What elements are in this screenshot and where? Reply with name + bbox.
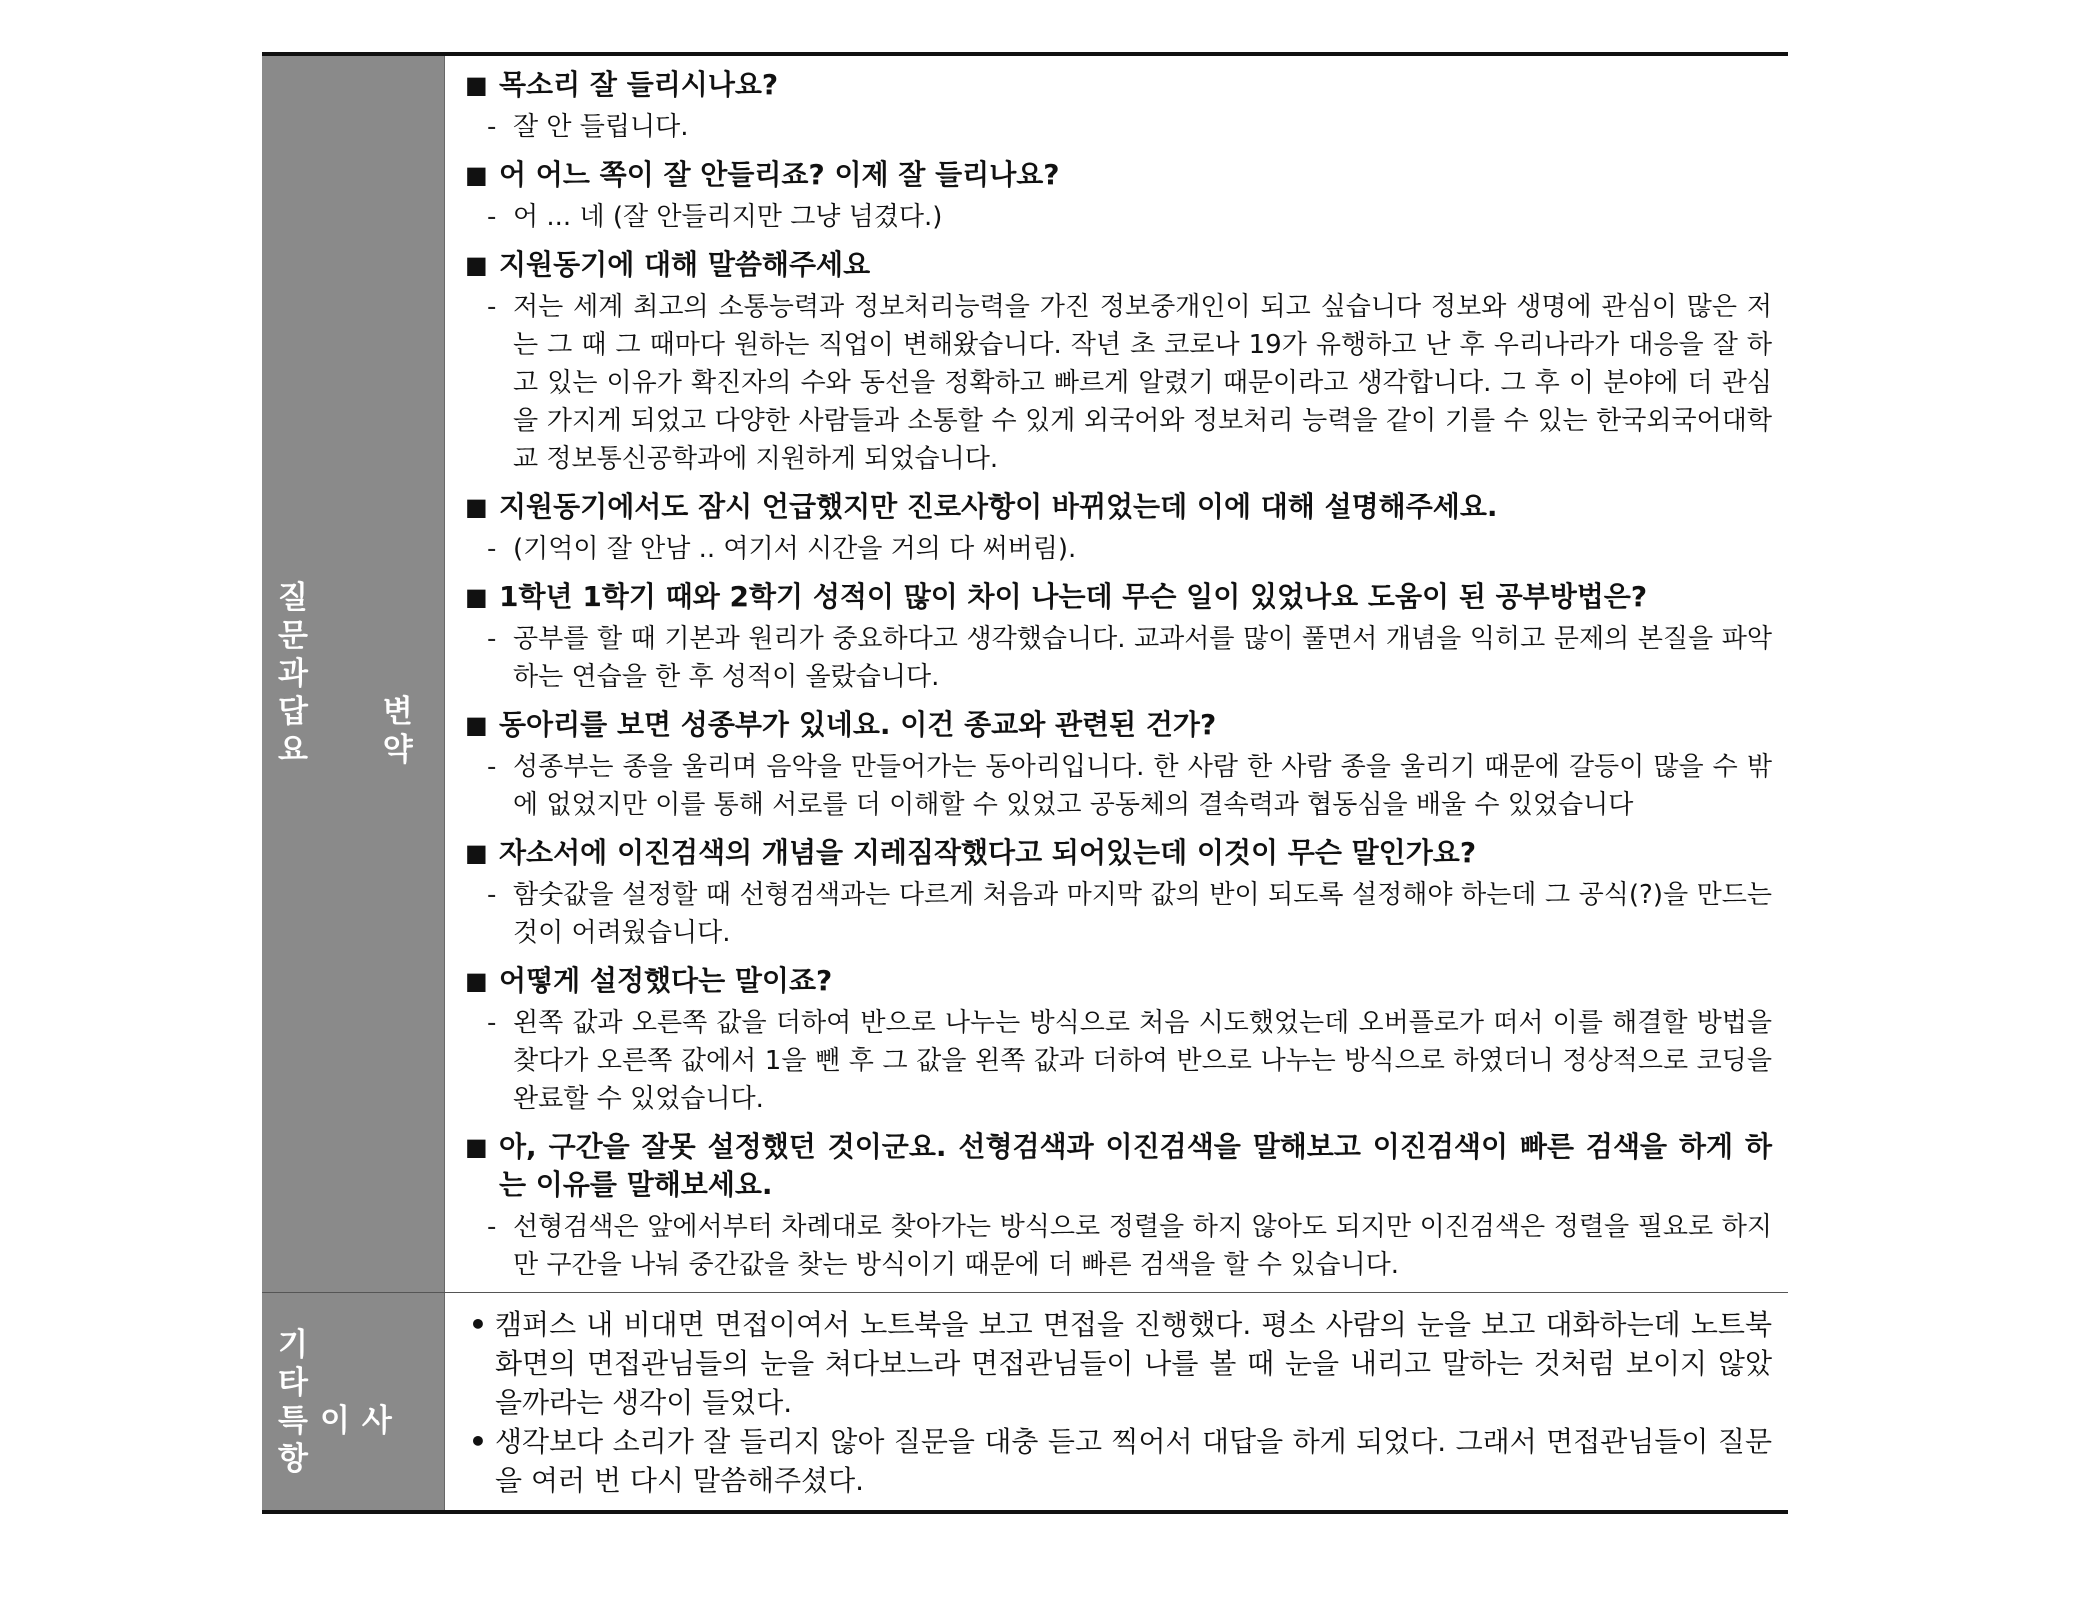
answer-text: 어 ... 네 (잘 안들리지만 그냥 넘겼다.) (513, 202, 943, 232)
answer-text: 왼쪽 값과 오른쪽 값을 더하여 반으로 나누는 방식으로 처음 시도했었는데 오버플로가 떠서 이를 해결할 방법을 찾다가 오른쪽 값에서 1을 뺀 후 그 값을 왼쪽 값과 더하여 반으로 나누는 방식으로 하였더니 정상적으로 코딩을 완료할 수 있었습니다. (513, 1008, 1772, 1114)
question-text: 어떻게 설정했다는 말이죠? (499, 964, 833, 997)
qa-item (465, 156, 1772, 236)
question-text: 어 어느 쪽이 잘 안들리죠? 이제 잘 들리나요? (499, 158, 1060, 191)
qa-item (465, 962, 1772, 1118)
etc-section (262, 1292, 1788, 1510)
dash-icon: - (487, 292, 497, 322)
qa-item (465, 1128, 1772, 1284)
dash-icon: - (487, 534, 497, 564)
note-item (461, 1422, 1772, 1500)
square-bullet-icon: ■ (465, 251, 488, 279)
etc-label-line-2 (278, 1402, 428, 1478)
dash-icon: - (487, 880, 497, 910)
dash-icon: - (487, 112, 497, 142)
answer-text: (기억이 잘 안남 .. 여기서 시간을 거의 다 써버림). (513, 534, 1077, 564)
answer-text: 저는 세계 최고의 소통능력과 정보처리능력을 가진 정보중개인이 되고 싶습니다 정보와 생명에 관심이 많은 저는 그 때 그 때마다 원하는 직업이 변해왔습니다. 작년 초 코로나 19가 유행하고 난 후 우리나라가 대응을 잘 하고 있는 이유가 확진자의 수와 동선을 정확하고 빠르게 알렸기 때문이라고 생각합니다. 그 후 이 분야에 더 관심을 가지게 되었고 다양한 사람들과 소통할 수 있게 외국어와 정보처리 능력을 같이 기를 수 있는 한국외국어대학교 정보통신공학과에 지원하게 되었습니다. (513, 292, 1772, 474)
qa-item (465, 706, 1772, 824)
dash-icon: - (487, 1008, 497, 1038)
qa-item (465, 834, 1772, 952)
answer-text: 공부를 할 때 기본과 원리가 중요하다고 생각했습니다. 교과서를 많이 풀면서 개념을 익히고 문제의 본질을 파악하는 연습을 한 후 성적이 올랐습니다. (513, 624, 1772, 692)
answer-text: 함숫값을 설정할 때 선형검색과는 다르게 처음과 마지막 값의 반이 되도록 설정해야 하는데 그 공식(?)을 만드는 것이 어려웠습니다. (513, 880, 1772, 948)
qa-item (465, 246, 1772, 478)
etc-label-text-2: 특이사항 (278, 1402, 404, 1477)
interview-summary-table (262, 52, 1788, 1514)
answer-text: 성종부는 종을 울리며 음악을 만들어가는 동아리입니다. 한 사람 한 사람 종을 울리기 때문에 갈등이 많을 수 밖에 없었지만 이를 통해 서로를 더 이해할 수 있었고 공동체의 결속력과 협동심을 배울 수 있었습니다 (513, 752, 1772, 820)
qa-label-text-3: 요 약 (278, 732, 413, 768)
dash-icon: - (487, 202, 497, 232)
etc-label-line-1 (278, 1326, 428, 1402)
question-text: 지원동기에 대해 말씀해주세요 (499, 248, 871, 281)
answer-text: 잘 안 들립니다. (513, 112, 689, 142)
square-bullet-icon: ■ (465, 583, 488, 611)
square-bullet-icon: ■ (465, 839, 488, 867)
etc-section-label (262, 1293, 444, 1510)
note-text: 캠퍼스 내 비대면 면접이여서 노트북을 보고 면접을 진행했다. 평소 사람의 눈을 보고 대화하는데 노트북 화면의 면접관님들의 눈을 쳐다보느라 면접관님들이 나를 볼 때 눈을 내리고 말하는 것처럼 보이지 않았을까라는 생각이 들었다. (495, 1308, 1772, 1419)
answer-text: 선형검색은 앞에서부터 차례대로 찾아가는 방식으로 정렬을 하지 않아도 되지만 이진검색은 정렬을 필요로 하지만 구간을 나눠 중간값을 찾는 방식이기 때문에 더 빠른 검색을 할 수 있습니다. (513, 1212, 1772, 1280)
qa-label-line-1 (278, 579, 428, 693)
question-text: 지원동기에서도 잠시 언급했지만 진로사항이 바뀌었는데 이에 대해 설명해주세요. (499, 490, 1498, 523)
square-bullet-icon: ■ (465, 1133, 488, 1161)
dash-icon: - (487, 624, 497, 654)
note-item (461, 1305, 1772, 1422)
question-text: 동아리를 보면 성종부가 있네요. 이건 종교와 관련된 건가? (499, 708, 1217, 741)
dot-bullet-icon: • (469, 1425, 487, 1458)
square-bullet-icon: ■ (465, 161, 488, 189)
square-bullet-icon: ■ (465, 493, 488, 521)
question-text: 목소리 잘 들리시나요? (499, 68, 779, 101)
note-text: 생각보다 소리가 잘 들리지 않아 질문을 대충 듣고 찍어서 대답을 하게 되었다. 그래서 면접관님들이 질문을 여러 번 다시 말씀해주셨다. (495, 1425, 1772, 1497)
qa-item (465, 488, 1772, 568)
dash-icon: - (487, 752, 497, 782)
qa-item (465, 66, 1772, 146)
qa-label-line-3 (278, 731, 428, 769)
etc-label-text-1: 기 타 (278, 1326, 308, 1401)
qa-section (262, 56, 1788, 1292)
qa-content (444, 56, 1788, 1292)
question-text: 아, 구간을 잘못 설정했던 것이군요. 선형검색과 이진검색을 말해보고 이진검색이 빠른 검색을 하게 하는 이유를 말해보세요. (499, 1130, 1772, 1201)
dash-icon: - (487, 1212, 497, 1242)
qa-label-text-1: 질 문 과 (278, 580, 336, 692)
question-text: 자소서에 이진검색의 개념을 지레짐작했다고 되어있는데 이것이 무슨 말인가요? (499, 836, 1477, 869)
square-bullet-icon: ■ (465, 711, 488, 739)
square-bullet-icon: ■ (465, 71, 488, 99)
square-bullet-icon: ■ (465, 967, 488, 995)
qa-label-text-2: 답 변 (278, 694, 413, 730)
qa-item (465, 578, 1772, 696)
etc-content (444, 1293, 1788, 1510)
dot-bullet-icon: • (469, 1308, 487, 1341)
question-text: 1학년 1학기 때와 2학기 성적이 많이 차이 나는데 무슨 일이 있었나요 도움이 된 공부방법은? (499, 580, 1648, 613)
qa-label-line-2 (278, 693, 428, 731)
qa-section-label (262, 56, 444, 1292)
